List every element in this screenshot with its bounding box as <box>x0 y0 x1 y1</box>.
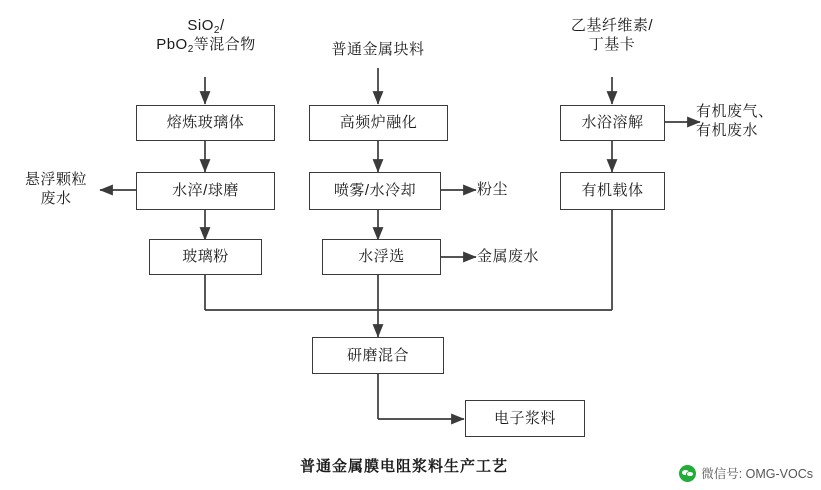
box-hf-furnace-melt[interactable]: 高频炉融化 <box>309 105 448 141</box>
emission-metal-wastewater: 金属废水 <box>477 248 540 265</box>
box-electronic-paste[interactable]: 电子浆料 <box>465 400 585 437</box>
emission-organic-waste-gas-water <box>696 102 816 140</box>
emission-suspended-particle-wastewater <box>8 170 104 208</box>
box-water-flotation[interactable]: 水浮选 <box>322 239 441 275</box>
emission-suspended-line2: 废水 <box>40 190 72 208</box>
emission-organic-line2: 有机废水 <box>696 122 759 140</box>
emission-suspended-line1: 悬浮颗粒 <box>24 171 87 188</box>
box-glass-powder[interactable]: 玻璃粉 <box>149 239 262 275</box>
diagram-caption: 普通金属膜电阻浆料生产工艺 <box>300 458 509 475</box>
box-organic-carrier[interactable]: 有机载体 <box>560 172 665 210</box>
box-water-bath-dissolve[interactable]: 水浴溶解 <box>560 105 665 141</box>
input-cellulose-line2: 丁基卡 <box>588 36 636 54</box>
input-sio2-line2: PbO$_2$等混合物 <box>156 36 256 56</box>
box-water-quench-ballmill[interactable]: 水淬/球磨 <box>136 172 275 210</box>
input-sio2-line1: SiO$_2$/ <box>187 17 225 36</box>
box-spray-water-cool[interactable]: 喷雾/水冷却 <box>309 172 441 210</box>
emission-organic-line1: 有机废气、 <box>696 103 774 120</box>
watermark <box>679 464 813 482</box>
input-sio2-label <box>136 16 276 54</box>
wechat-icon <box>679 465 696 482</box>
box-grind-mix[interactable]: 研磨混合 <box>312 337 444 374</box>
emission-dust: 粉尘 <box>477 181 509 198</box>
input-cellulose-line1: 乙基纤维素/ <box>570 17 654 34</box>
box-smelt-glass[interactable]: 熔炼玻璃体 <box>136 105 275 141</box>
watermark-text: 微信号: OMG-VOCs <box>701 467 813 481</box>
input-metal-label: 普通金属块料 <box>331 41 425 58</box>
input-cellulose-label <box>542 16 682 54</box>
